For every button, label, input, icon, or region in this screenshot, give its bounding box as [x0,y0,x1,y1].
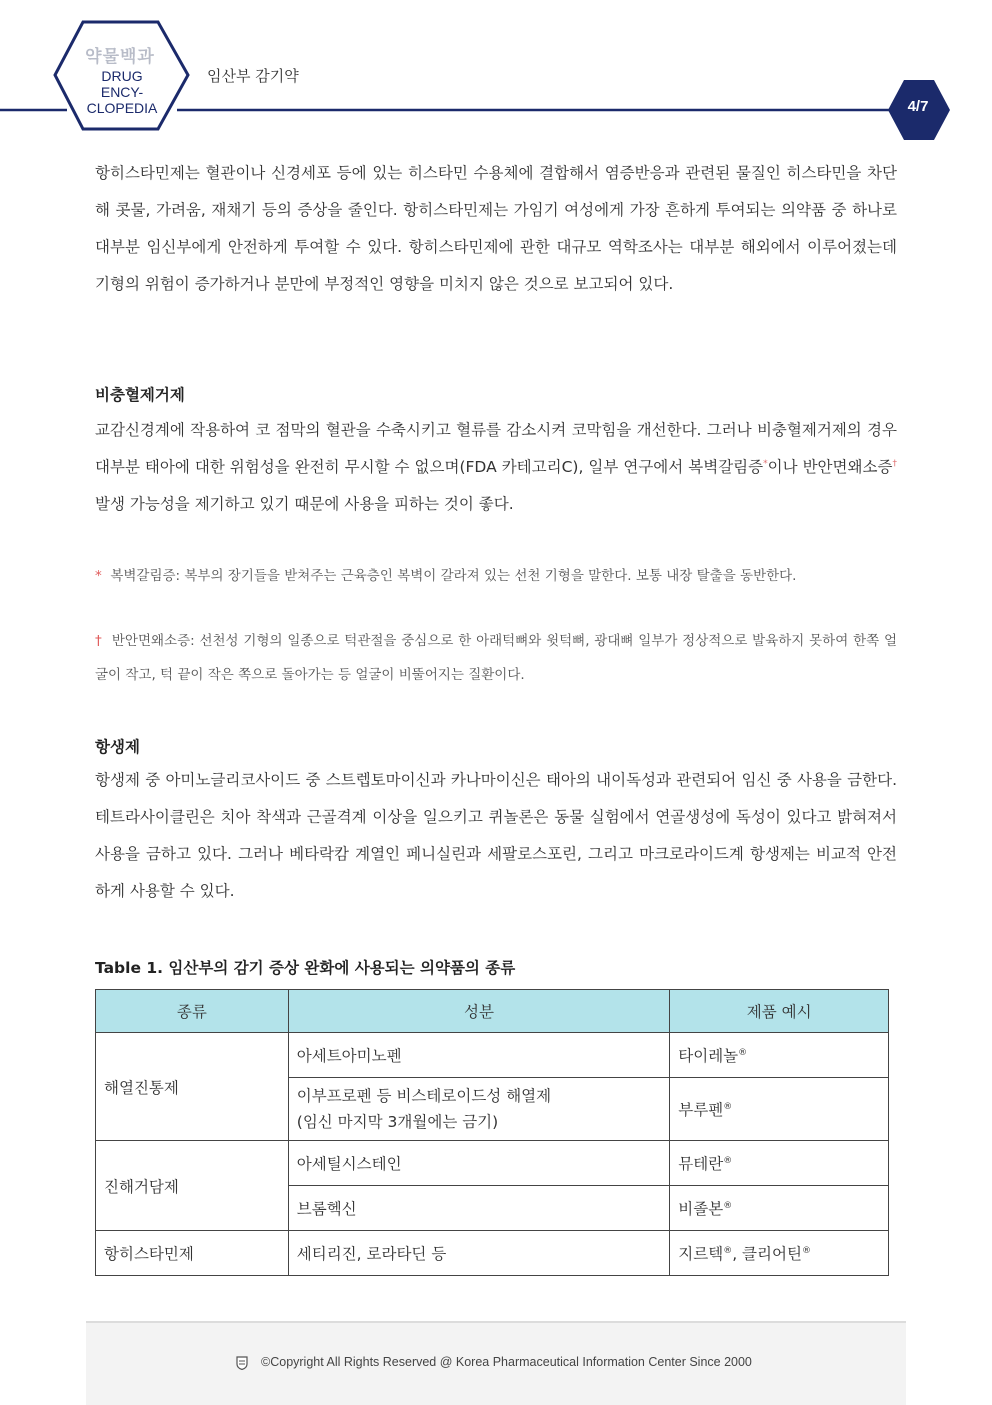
table-header-row [96,990,889,1033]
ingredient-cell: 브롬헥신 [288,1186,670,1231]
registered-mark: ® [738,1047,748,1058]
category-cell: 항히스타민제 [96,1231,289,1276]
decongestant-paragraph [95,412,897,523]
footnote-mark-dagger: † [892,458,898,469]
footer [86,1321,906,1405]
table-caption: Table 1. 임산부의 감기 증상 완화에 사용되는 의약품의 종류 [95,959,516,977]
drug-table [95,989,889,1276]
intro-paragraph: 항히스타민제는 혈관이나 신경세포 등에 있는 히스타민 수용체에 결합해서 염증반응과 관련된 물질인 히스타민을 차단해 콧물, 가려움, 재채기 등의 증상을 줄인다. 항히스타민제는 가임기 여성에게 가장 흔하게 투여되는 의약품 중 하나로 대부분 임신부에게 안전하게 투여할 수 있다. 항히스타민제에 관한 대규모 역학조사는 대부분 해외에서 이루어졌는데 기형의 위험이 증가하거나 분만에 부정적인 영향을 미치지 않은 것으로 보고되어 있다. [95,164,897,293]
ingredient-line1: 이부프로펜 등 비스테로이드성 해열제 [296,1087,552,1105]
table-row [96,1033,889,1078]
product-name: 비졸본 [678,1200,724,1218]
product-name: 뮤테란 [678,1155,724,1173]
heading-decongestant: 비충혈제거제 [95,386,185,404]
footnote-text: 반안면왜소증: 선천성 기형의 일종으로 턱관절을 중심으로 한 아래턱뼈와 윗턱뼈, 광대뼈 일부가 정상적으로 발육하지 못하여 한쪽 얼굴이 작고, 턱 끝이 작은 쪽으로 돌아가는 등 얼굴이 비뚤어지는 질환이다. [95,633,897,683]
registered-mark: ® [723,1155,733,1166]
logo-korean: 약물백과 [85,47,155,67]
product-cell [670,1141,889,1186]
registered-mark: ® [723,1245,733,1256]
product-separator: , [732,1245,743,1263]
footnote-mark: * [95,568,102,584]
logo-english-line1: DRUG ENCY- [100,68,144,100]
page-number: 4/7 [907,98,929,115]
header-product: 제품 예시 [670,990,889,1033]
ingredient-cell: 아세트아미노펜 [288,1033,670,1078]
registered-mark: ® [801,1245,811,1256]
table-row [96,1231,889,1276]
footnote-mark-asterisk: * [763,458,768,469]
product-cell [670,1033,889,1078]
product-cell [670,1231,889,1276]
emblem-icon [236,1356,248,1370]
logo-english [80,68,164,116]
header-category: 종류 [96,990,289,1033]
decongestant-text-1: 교감신경계에 작용하여 코 점막의 혈관을 수축시키고 혈류를 감소시켜 코막힘을 개선한다. 그러나 비충혈제거제의 경우 대부분 태아에 대한 위험성을 완전히 무시할 수 없으며(FDA 카테고리C), 일부 연구에서 복벽갈림증 [95,421,897,476]
decongestant-text-3: 발생 가능성을 제기하고 있기 때문에 사용을 피하는 것이 좋다. [95,495,514,513]
logo-english-line2: CLOPEDIA [86,100,158,116]
product-name: 부루펜 [678,1101,724,1119]
product-name-2: 클리어틴 [742,1245,802,1263]
header-title: 임산부 감기약 [207,67,299,85]
ingredient-cell [288,1078,670,1141]
header-ingredient: 성분 [288,990,670,1033]
product-name: 타이레놀 [678,1047,739,1065]
product-name: 지르텍 [678,1245,724,1263]
copyright-text: ©Copyright All Rights Reserved @ Korea Pharmaceutical Information Center Since 2000 [261,1355,752,1369]
ingredient-cell: 아세틸시스테인 [288,1141,670,1186]
product-cell [670,1186,889,1231]
decongestant-text-2: 이나 반안면왜소증 [767,458,893,476]
registered-mark: ® [723,1101,733,1112]
footnote-hemifacial-microsomia [95,624,897,692]
heading-antibiotic: 항생제 [95,738,140,756]
antibiotic-paragraph: 항생제 중 아미노글리코사이드 중 스트렙토마이신과 카나마이신은 태아의 내이독성과 관련되어 임신 중 사용을 금한다. 테트라사이클린은 치아 착색과 근골격계 이상을 일으키고 퀴놀론은 동물 실험에서 연골생성에 독성이 있다고 밝혀져서 사용을 금하고 있다. 그러나 베타락캄 계열인 페니실린과 세팔로스포린, 그리고 마크로라이드계 항생제는 비교적 안전하게 사용할 수 있다. [95,771,897,900]
registered-mark: ® [723,1200,733,1211]
footnote-text: 복벽갈림증: 복부의 장기들을 받쳐주는 근육층인 복벽이 갈라져 있는 선천 기형을 말한다. 보통 내장 탈출을 동반한다. [110,568,797,584]
product-cell [670,1078,889,1141]
footnote-mark: † [95,633,103,649]
category-cell: 해열진통제 [96,1033,289,1141]
category-cell: 진해거담제 [96,1141,289,1231]
ingredient-cell: 세티리진, 로라타딘 등 [288,1231,670,1276]
table-row [96,1141,889,1186]
footnote-gastroschisis [95,559,897,593]
ingredient-line2: (임신 마지막 3개월에는 금기) [296,1113,499,1131]
